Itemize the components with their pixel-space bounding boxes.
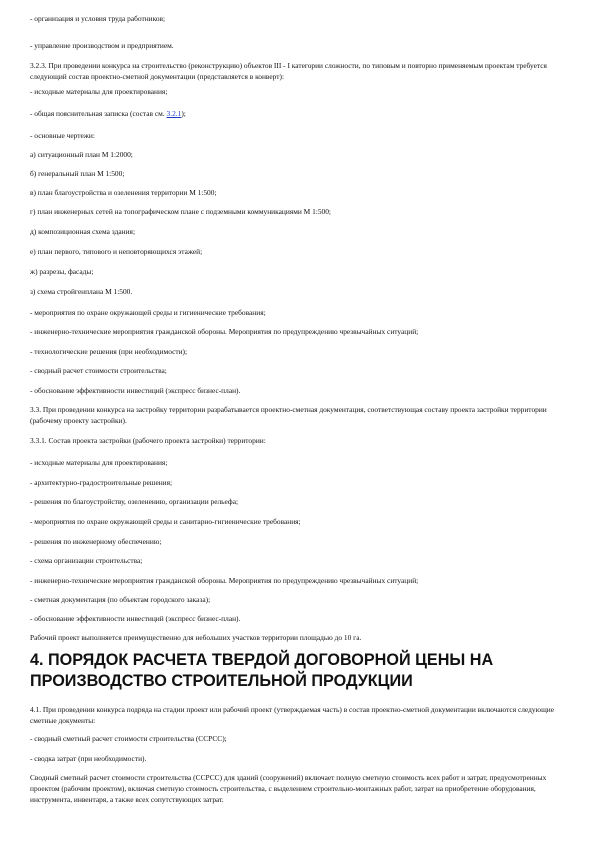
list-item: - обоснование эффективности инвестиций (экспресс бизнес-план). bbox=[30, 614, 241, 623]
list-item: з) схема стройгенплана М 1:500. bbox=[30, 287, 133, 296]
note-prefix: - общая пояснительная записка (состав см. bbox=[30, 109, 167, 118]
paragraph-3-2-3: 3.2.3. При проведении конкурса на строительство (реконструкцию) объектов III - I категории сложности, по типовым и повторно применяемым проектам требуется следующий состав проектно-сметной документации (представляется в конверт): bbox=[30, 61, 547, 81]
list-item: ж) разрезы, фасады; bbox=[30, 267, 94, 276]
list-item: - исходные материалы для проектирования; bbox=[30, 458, 168, 467]
paragraph-ssrss: Сводный сметный расчет стоимости строительства (ССРСС) для зданий (сооружений) включает полную сметную стоимость всех работ и затрат, предусмотренных проектом (рабочим проектом), включая сметную стоимость строительства, с выделением строительно-монтажных работ, затрат на приобретение оборудования, инструмента, инвентаря, а также всех сопутствующих затрат. bbox=[30, 773, 547, 804]
list-item: - сводка затрат (при необходимости). bbox=[30, 754, 147, 763]
list-item: - сметная документация (по объектам городского заказа); bbox=[30, 595, 211, 604]
list-item: - управление производством и предприятием. bbox=[30, 41, 174, 50]
list-item: - организация и условия труда работников; bbox=[30, 14, 166, 23]
list-item: д) композиционная схема здания; bbox=[30, 227, 136, 236]
list-item: - архитектурно-градостроительные решения; bbox=[30, 478, 173, 487]
list-item: г) план инженерных сетей на топографическом плане с подземными коммуникациями М 1:500; bbox=[30, 207, 331, 216]
list-item: - технологические решения (при необходимости); bbox=[30, 347, 188, 356]
section-4-heading: 4. ПОРЯДОК РАСЧЕТА ТВЕРДОЙ ДОГОВОРНОЙ ЦЕНЫ НА ПРОИЗВОДСТВО СТРОИТЕЛЬНОЙ ПРОДУКЦИИ bbox=[30, 651, 494, 690]
list-item: - мероприятия по охране окружающей среды и гигиенические требования; bbox=[30, 308, 266, 317]
section-3-2-1-link[interactable]: 3.2.1 bbox=[166, 109, 182, 118]
list-item: 3.3.1. Состав проекта застройки (рабочего проекта застройки) территории: bbox=[30, 436, 266, 445]
list-item: - основные чертежи: bbox=[30, 131, 95, 140]
list-item: - решения по благоустройству, озеленению, организации рельефа; bbox=[30, 497, 239, 506]
paragraph-4-1: 4.1. При проведении конкурса подряда на стадии проект или рабочий проект (утверждаемая часть) в состав проектно-сметной документации включаются следующие сметные документы: bbox=[30, 705, 554, 725]
list-item: - сводный сметный расчет стоимости строительства (ССРСС); bbox=[30, 734, 227, 743]
list-item: а) ситуационный план М 1:2000; bbox=[30, 150, 133, 159]
list-item: - решения по инженерному обеспечению; bbox=[30, 537, 162, 546]
list-item: - инженерно-технические мероприятия гражданской обороны. Мероприятия по предупреждению чрезвычайных ситуаций; bbox=[30, 327, 419, 336]
list-item: - исходные материалы для проектирования; bbox=[30, 87, 168, 96]
note-suffix: ); bbox=[181, 109, 186, 118]
list-item: б) генеральный план М 1:500; bbox=[30, 169, 125, 178]
paragraph-3-3: 3.3. При проведении конкурса на застройку территории разрабатывается проектно-сметная документация, соответствующая составу проекта застройки территории (рабочему проекту застройки). bbox=[30, 405, 547, 425]
list-item: Рабочий проект выполняется преимущественно для небольших участков территории площадью до 10 га. bbox=[30, 633, 362, 642]
list-item: - сводный расчет стоимости строительства; bbox=[30, 366, 167, 375]
list-item: е) план первого, типового и неповторяющихся этажей; bbox=[30, 247, 203, 256]
note-item bbox=[30, 108, 565, 119]
list-item: - инженерно-технические мероприятия гражданской обороны. Мероприятия по предупреждению чрезвычайных ситуаций; bbox=[30, 576, 419, 585]
list-item: - мероприятия по охране окружающей среды и санитарно-гигиенические требования; bbox=[30, 517, 301, 526]
list-item: в) план благоустройства и озеленения территории М 1:500; bbox=[30, 188, 217, 197]
list-item: - обоснование эффективности инвестиций (экспресс бизнес-план). bbox=[30, 386, 241, 395]
list-item: - схема организации строительства; bbox=[30, 556, 143, 565]
